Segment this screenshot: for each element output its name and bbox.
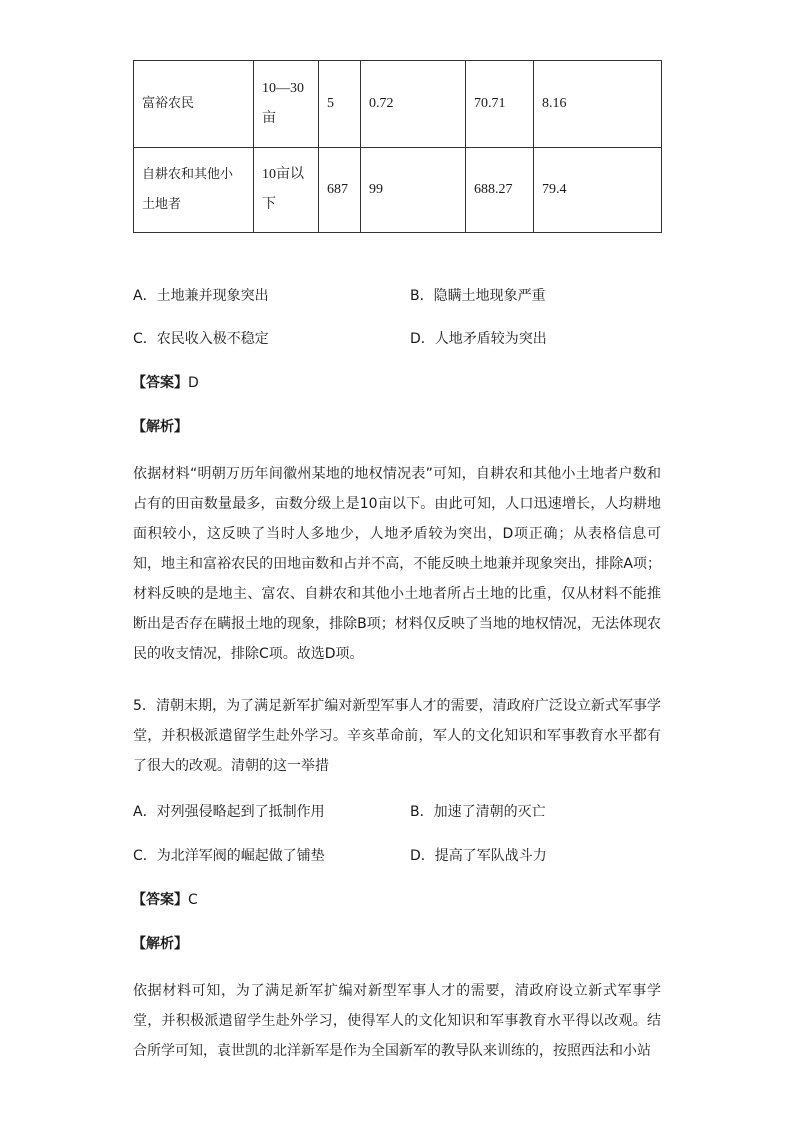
q5-option-d: D．提高了军队战斗力: [410, 848, 547, 864]
answer-label: 【答案】: [132, 892, 188, 908]
table-cell-land-pct: 79.4: [534, 148, 662, 233]
table-cell-households: 5: [319, 61, 361, 148]
q5-analysis-label: 【解析】: [132, 936, 188, 952]
q5-analysis-text: 依据材料可知，为了满足新军扩编对新型军事人才的需要，清政府设立新式军事学堂，并积极派遣留学生赴外学习，使得军人的文化知识和军事教育水平得以改观。结合所学可知，袁世凯的北洋新军是作为全国新军的教导队来训练的，按照西法和小站: [133, 983, 661, 1059]
table-cell-households-pct: 99: [361, 148, 466, 233]
q5-option-a: A．对列强侵略起到了抵制作用: [133, 804, 325, 820]
q5-option-c: C．为北洋军阀的崛起做了铺垫: [133, 848, 325, 864]
q5-options-row-2: [133, 845, 733, 867]
table-cell-land: 688.27: [466, 148, 534, 233]
table-row: [134, 148, 662, 233]
table-cell-area: 10—30亩: [254, 61, 319, 148]
q4-option-b: B．隐瞒土地现象严重: [410, 288, 546, 304]
q4-option-d: D．人地矛盾较为突出: [410, 331, 547, 347]
answer-value: C: [188, 892, 198, 908]
table-cell-area: 10亩以下: [254, 148, 319, 233]
q4-option-c: C．农民收入极不稳定: [133, 331, 269, 347]
q5-answer: [132, 889, 198, 911]
table-cell-type: 富裕农民: [134, 61, 254, 148]
table-row: [134, 61, 662, 148]
q4-analysis-label: 【解析】: [132, 419, 188, 435]
table-cell-land: 70.71: [466, 61, 534, 148]
q5-stem: 5．清朝末期，为了满足新军扩编对新型军事人才的需要，清政府广泛设立新式军事学堂，并积极派遣留学生赴外学习。辛亥革命前，军人的文化知识和军事教育水平都有了很大的改观。清朝的这一举措: [133, 698, 661, 774]
q4-answer: [132, 372, 199, 394]
land-rights-table: [133, 60, 662, 233]
table-cell-type: 自耕农和其他小土地者: [134, 148, 254, 233]
table-cell-households: 687: [319, 148, 361, 233]
table-cell-households-pct: 0.72: [361, 61, 466, 148]
table-cell-land-pct: 8.16: [534, 61, 662, 148]
answer-value: D: [188, 375, 199, 391]
q4-options-row-1: [133, 285, 733, 307]
q4-options-row-2: [133, 328, 733, 350]
q5-options-row-1: [133, 801, 733, 823]
q4-option-a: A．土地兼并现象突出: [133, 288, 269, 304]
q4-analysis-text: 依据材料“明朝万历年间徽州某地的地权情况表”可知，自耕农和其他小土地者户数和占有的田亩数量最多，亩数分级上是10亩以下。由此可知，人口迅速增长，人均耕地面积较小，这反映了当时人多地少，人地矛盾较为突出，D项正确；从表格信息可知，地主和富裕农民的田地亩数和占并不高，不能反映土地兼并现象突出，排除A项；材料反映的是地主、富农、自耕农和其他小土地者所占土地的比重，仅从材料不能推断出是否存在瞒报土地的现象，排除B项；材料仅反映了当地的地权情况，无法体现农民的收支情况，排除C项。故选D项。: [133, 466, 661, 662]
answer-label: 【答案】: [132, 375, 188, 391]
q5-option-b: B．加速了清朝的灭亡: [410, 804, 546, 820]
